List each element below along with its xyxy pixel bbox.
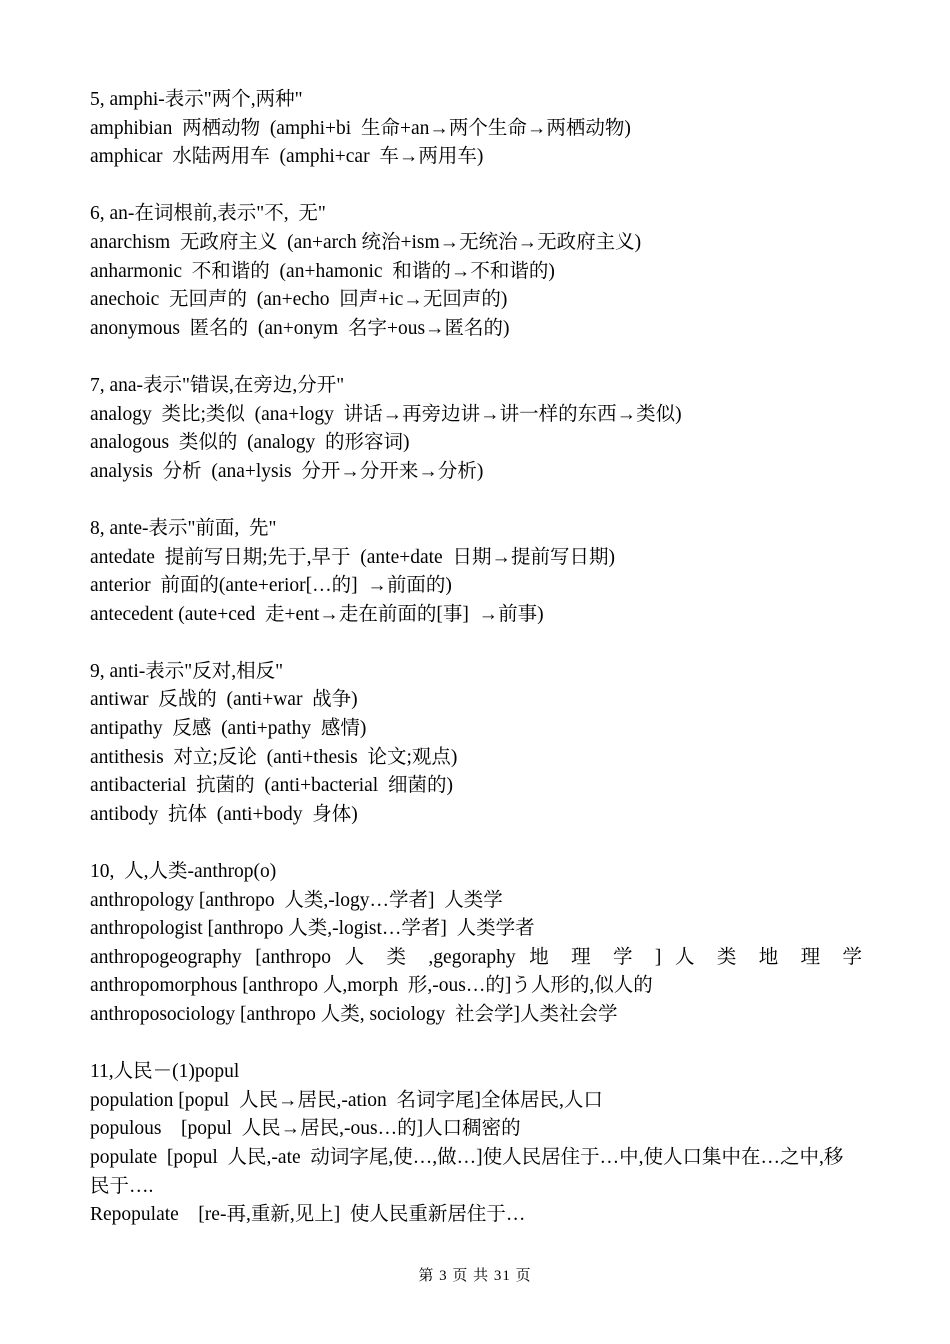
entry-line: antecedent (aute+ced 走+ent→走在前面的[事] →前事)	[90, 603, 544, 625]
entry-line: Repopulate [re-再,重新,见上] 使人民重新居住于…	[90, 1204, 526, 1226]
page-footer: 第 3 页 共 31 页	[418, 1268, 532, 1284]
entry-line: antipathy 反感 (anti+pathy 感情)	[90, 718, 367, 740]
entry-line: amphibian 两栖动物 (amphi+bi 生命+an→两个生命→两栖动物)	[90, 117, 631, 139]
section-popul	[90, 1058, 862, 1230]
entry-line: antithesis 对立;反论 (anti+thesis 论文;观点)	[90, 746, 458, 768]
entry-line: anthropology [anthropo 人类,-logy…学者] 人类学	[90, 889, 503, 911]
entry-line: antedate 提前写日期;先于,早于 (ante+date 日期→提前写日期)	[90, 546, 615, 568]
entry-line: anterior 前面的(ante+erior[…的] →前面的)	[90, 575, 452, 597]
section-heading: 9, anti-表示"反对,相反"	[90, 660, 284, 682]
section-ante	[90, 515, 862, 629]
section-heading: 8, ante-表示"前面, 先"	[90, 517, 277, 539]
entry-line: populous [popul 人民→居民,-ous…的]人口稠密的	[90, 1118, 521, 1140]
section-heading: 5, amphi-表示"两个,两种"	[90, 89, 303, 110]
entry-line: anechoic 无回声的 (an+echo 回声+ic→无回声的)	[90, 289, 508, 311]
entry-line: anthroposociology [anthropo 人类, sociology 社会学]人类社会学	[90, 1004, 618, 1025]
section-ana	[90, 372, 862, 486]
section-heading: 6, an-在词根前,表示"不, 无"	[90, 203, 326, 225]
entry-line: analogy 类比;类似 (ana+logy 讲话→再旁边讲→讲一样的东西→类似)	[90, 403, 682, 425]
section-anti	[90, 658, 862, 830]
section-anthropo	[90, 858, 862, 1030]
entry-line: antiwar 反战的 (anti+war 战争)	[90, 689, 358, 711]
section-heading: 10, 人,人类-anthrop(o)	[90, 861, 277, 883]
section-heading: 7, ana-表示"错误,在旁边,分开"	[90, 374, 345, 396]
entry-line: analysis 分析 (ana+lysis 分开→分开来→分析)	[90, 460, 484, 482]
entry-line: populate [popul 人民,-ate 动词字尾,使…,做…]使人民居住于…中,使人口集中在…之中,移民于….	[90, 1146, 844, 1197]
entry-line: anthropologist [anthropo 人类,-logist…学者] 人类学者	[90, 918, 535, 940]
entry-line: anonymous 匿名的 (an+onym 名字+ous→匿名的)	[90, 317, 510, 339]
section-amphi	[90, 86, 862, 172]
entry-line: amphicar 水陆两用车 (amphi+car 车→两用车)	[90, 146, 484, 168]
entry-line: population [popul 人民→居民,-ation 名词字尾]全体居民,人口	[90, 1089, 603, 1111]
entry-line: analogous 类似的 (analogy 的形容词)	[90, 432, 410, 454]
entry-line: anharmonic 不和谐的 (an+hamonic 和谐的→不和谐的)	[90, 260, 555, 282]
entry-line: antibody 抗体 (anti+body 身体)	[90, 803, 358, 825]
entry-line: anthropogeography [anthropo 人 类 ,gegoraphy 地 理 学 ] 人 类 地 理 学	[90, 946, 862, 968]
section-an	[90, 200, 862, 343]
entry-line: anthropomorphous [anthropo 人,morph 形,-ous…的]う人形的,似人的	[90, 975, 653, 997]
section-heading: 11,人民－(1)popul	[90, 1061, 240, 1083]
entry-line: anarchism 无政府主义 (an+arch 统治+ism→无统治→无政府主义)	[90, 231, 642, 253]
document-page	[90, 86, 862, 1230]
entry-line: antibacterial 抗菌的 (anti+bacterial 细菌的)	[90, 775, 453, 797]
